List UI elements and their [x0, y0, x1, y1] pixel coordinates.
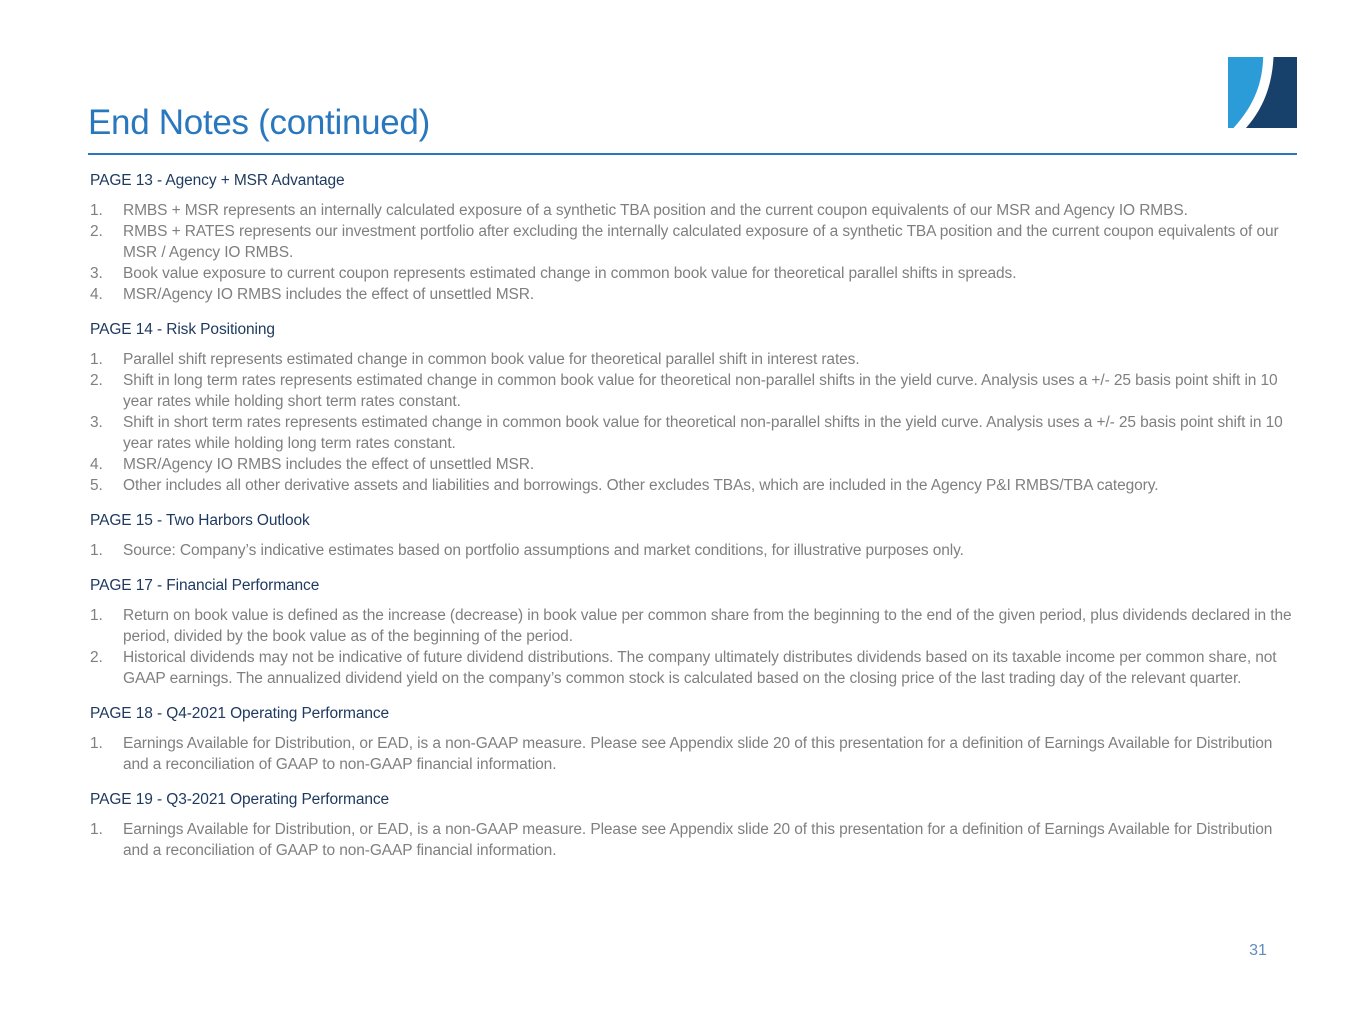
section-list — [88, 200, 1300, 305]
list-item — [88, 819, 1300, 861]
page-number: 31 — [1249, 942, 1267, 959]
section-heading: PAGE 13 - Agency + MSR Advantage — [90, 172, 345, 189]
end-note-section — [88, 576, 1300, 689]
list-item — [88, 370, 1300, 412]
list-item-text: Earnings Available for Distribution, or EAD, is a non-GAAP measure. Please see Appendix slide 20 of this presentation for a definition of Earnings Available for Distribution and a reconciliation of GAAP to non-GAAP financial information. — [123, 735, 1273, 773]
list-item-text: MSR/Agency IO RMBS includes the effect of unsettled MSR. — [123, 286, 535, 303]
list-item-number: 4. — [90, 286, 103, 303]
list-item-number: 2. — [90, 649, 103, 666]
list-item — [88, 454, 1300, 475]
list-item-number: 2. — [90, 372, 103, 389]
list-item-number: 4. — [90, 456, 103, 473]
list-item-text: RMBS + MSR represents an internally calculated exposure of a synthetic TBA position and the current coupon equivalents of our MSR and Agency IO RMBS. — [123, 202, 1188, 219]
list-item-number: 1. — [90, 202, 103, 219]
section-list — [88, 819, 1300, 861]
list-item — [88, 540, 1300, 561]
list-item-number: 1. — [90, 351, 103, 368]
list-item-text: Source: Company’s indicative estimates based on portfolio assumptions and market conditions, for illustrative purposes only. — [123, 542, 964, 559]
end-notes-sections — [88, 171, 1300, 876]
section-heading: PAGE 14 - Risk Positioning — [90, 321, 275, 338]
end-note-section — [88, 320, 1300, 496]
list-item-text: Shift in short term rates represents estimated change in common book value for theoretical non-parallel shifts in the yield curve. Analysis uses a +/- 25 basis point shift in 10 year rates while holding long term rates constant. — [123, 414, 1283, 452]
list-item-text: Earnings Available for Distribution, or EAD, is a non-GAAP measure. Please see Appendix slide 20 of this presentation for a definition of Earnings Available for Distribution and a reconciliation of GAAP to non-GAAP financial information. — [123, 821, 1273, 859]
section-list — [88, 605, 1300, 689]
section-list — [88, 349, 1300, 496]
list-item-text: Shift in long term rates represents estimated change in common book value for theoretical non-parallel shifts in the yield curve. Analysis uses a +/- 25 basis point shift in 10 year rates while holding short term rates constant. — [123, 372, 1278, 410]
list-item — [88, 475, 1300, 496]
end-note-section — [88, 511, 1300, 561]
list-item — [88, 349, 1300, 370]
page-title: End Notes (continued) — [88, 103, 430, 143]
list-item-number: 5. — [90, 477, 103, 494]
list-item-number: 1. — [90, 542, 103, 559]
list-item-number: 1. — [90, 735, 103, 752]
list-item-text: RMBS + RATES represents our investment portfolio after excluding the internally calculated exposure of a synthetic TBA position and the current coupon equivalents of our MSR / Agency IO RMBS. — [123, 223, 1279, 261]
list-item — [88, 733, 1300, 775]
section-heading: PAGE 19 - Q3-2021 Operating Performance — [90, 791, 390, 808]
logo-swoosh-icon — [1228, 57, 1297, 128]
section-list — [88, 733, 1300, 775]
title-divider — [88, 153, 1297, 155]
list-item — [88, 284, 1300, 305]
list-item-number: 1. — [90, 821, 103, 838]
list-item — [88, 221, 1300, 263]
list-item — [88, 412, 1300, 454]
list-item-number: 1. — [90, 607, 103, 624]
list-item-text: Return on book value is defined as the increase (decrease) in book value per common share from the beginning to the end of the given period, plus dividends declared in the period, divided by the book value as of the beginning of the period. — [123, 607, 1292, 645]
list-item-number: 3. — [90, 265, 103, 282]
two-harbors-logo — [1228, 57, 1297, 128]
list-item — [88, 605, 1300, 647]
section-heading: PAGE 17 - Financial Performance — [90, 577, 320, 594]
list-item — [88, 200, 1300, 221]
list-item-text: MSR/Agency IO RMBS includes the effect of unsettled MSR. — [123, 456, 535, 473]
list-item-text: Book value exposure to current coupon represents estimated change in common book value for theoretical parallel shifts in spreads. — [123, 265, 1017, 282]
end-note-section — [88, 171, 1300, 305]
section-heading: PAGE 18 - Q4-2021 Operating Performance — [90, 705, 390, 722]
list-item — [88, 647, 1300, 689]
section-list — [88, 540, 1300, 561]
list-item-number: 3. — [90, 414, 103, 431]
list-item-text: Other includes all other derivative assets and liabilities and borrowings. Other excludes TBAs, which are included in the Agency P&I RMBS/TBA category. — [123, 477, 1159, 494]
list-item — [88, 263, 1300, 284]
end-note-section — [88, 790, 1300, 861]
end-note-section — [88, 704, 1300, 775]
list-item-text: Historical dividends may not be indicative of future dividend distributions. The company ultimately distributes dividends based on its taxable income per common share, not GAAP earnings. The annualized dividend yield on the company’s common stock is calculated based on the closing price of the last trading day of the relevant quarter. — [123, 649, 1277, 687]
list-item-number: 2. — [90, 223, 103, 240]
list-item-text: Parallel shift represents estimated change in common book value for theoretical parallel shift in interest rates. — [123, 351, 860, 368]
section-heading: PAGE 15 - Two Harbors Outlook — [90, 512, 310, 529]
